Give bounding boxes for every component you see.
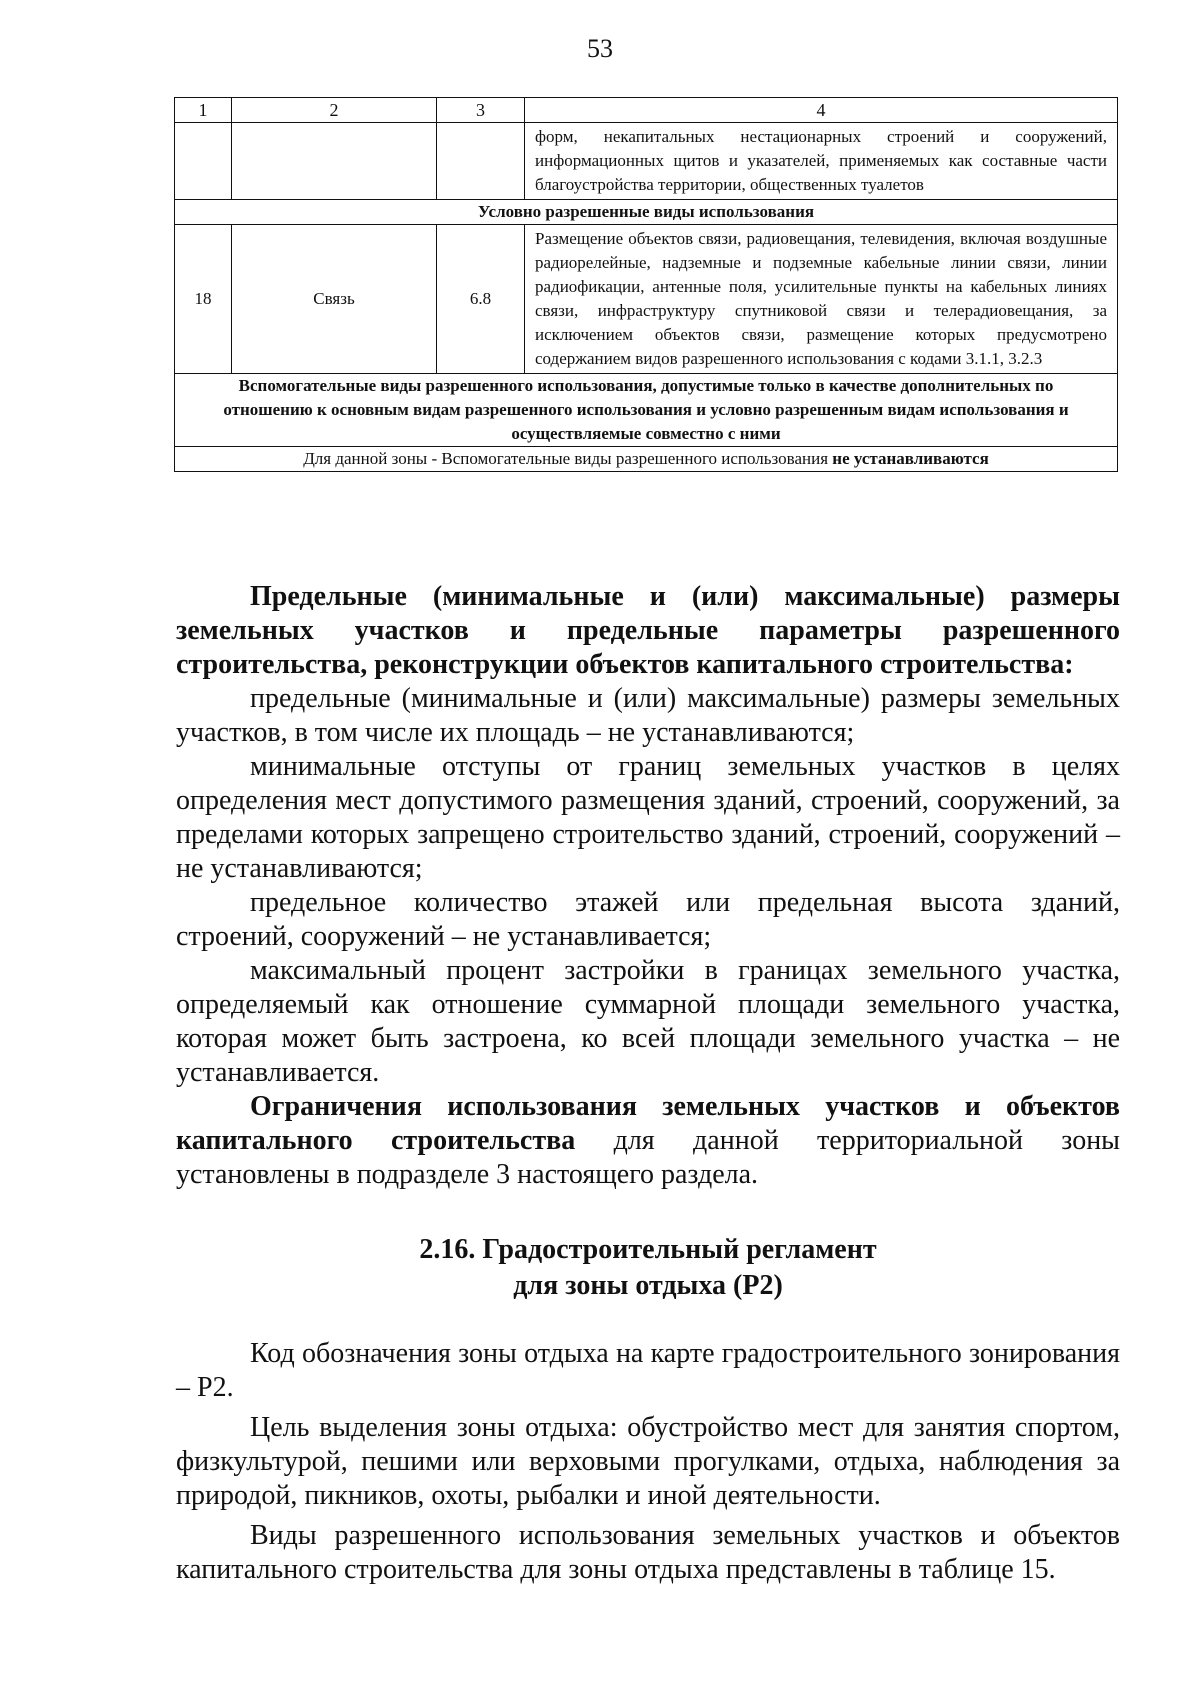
section-heading-line-2: для зоны отдыха (Р2) xyxy=(513,1270,783,1301)
header-col-4: 4 xyxy=(525,98,1118,123)
limits-item-2: минимальные отступы от границ земельных участков в целях определения мест допустимого размещения зданий, строений, сооружений, за пределами которых запрещено строительство зданий, строений, сооружений – не устанавливаются; xyxy=(176,751,1120,884)
auxiliary-note xyxy=(175,447,1118,472)
row-use-description: Размещение объектов связи, радиовещания, телевидения, включая воздушные радиорелейные, надземные и подземные кабельные линии связи, линии радиофикации, антенные поля, усилительные пункты на кабельных линиях связи, инфраструктуру спутниковой связи и телерадиовещания, за исключением объектов связи, размещение которых предусмотрено содержанием видов разрешенного использования с кодами 3.1.1, 3.2.3 xyxy=(525,225,1118,374)
auxiliary-section-row xyxy=(175,374,1118,447)
auxiliary-note-bold: не устанавливаются xyxy=(832,449,989,468)
section-paragraph-3: Виды разрешенного использования земельных участков и объектов капитального строительства для зоны отдыха представлены в таблице 15. xyxy=(176,1520,1120,1585)
table-header-row xyxy=(175,98,1118,123)
restrictions-paragraph xyxy=(176,1090,1120,1192)
restrictions-bold: Ограничения использования земельных участков и объектов капитального строительства xyxy=(176,1091,1120,1156)
land-use-table xyxy=(174,97,1118,472)
continued-description: форм, некапитальных нестационарных строений и сооружений, информационных щитов и указателей, применяемых как составные части благоустройства территории, общественных туалетов xyxy=(525,123,1118,200)
conditional-section-row xyxy=(175,200,1118,225)
row-use-name: Связь xyxy=(232,225,437,374)
auxiliary-note-text: Для данной зоны - Вспомогательные виды разрешенного использования xyxy=(303,449,833,468)
row-use-code: 6.8 xyxy=(437,225,525,374)
section-heading xyxy=(176,1232,1120,1304)
limits-item-3: предельное количество этажей или предельная высота зданий, строений, сооружений – не устанавливается; xyxy=(176,887,1120,952)
section-paragraph-1: Код обозначения зоны отдыха на карте градостроительного зонирования – Р2. xyxy=(176,1338,1120,1403)
limits-item-1: предельные (минимальные и (или) максимальные) размеры земельных участков, в том числе их площадь – не устанавливаются; xyxy=(176,683,1120,748)
header-col-3: 3 xyxy=(437,98,525,123)
limits-item-4: максимальный процент застройки в границах земельного участка, определяемый как отношение суммарной площади земельного участка, которая может быть застроена, ко всей площади земельного участка – не устанавливается. xyxy=(176,955,1120,1088)
auxiliary-note-row xyxy=(175,447,1118,472)
row-number: 18 xyxy=(175,225,232,374)
section-paragraph-2: Цель выделения зоны отдыха: обустройство мест для занятия спортом, физкультурой, пешими или верховыми прогулками, отдыха, наблюдения за природой, пикников, охоты, рыбалки и иной деятельности. xyxy=(176,1412,1120,1511)
table-row xyxy=(175,225,1118,374)
header-col-2: 2 xyxy=(232,98,437,123)
header-col-1: 1 xyxy=(175,98,232,123)
limits-title: Предельные (минимальные и (или) максимальные) размеры земельных участков и предельные параметры разрешенного строительства, реконструкции объектов капитального строительства: xyxy=(176,581,1120,680)
auxiliary-use-header: Вспомогательные виды разрешенного использования, допустимые только в качестве дополнительных по отношению к основным видам разрешенного использования и условно разрешенным видам использования и осуществляемые совместно с ними xyxy=(175,374,1118,447)
table-row-continued xyxy=(175,123,1118,200)
page-number: 53 xyxy=(587,34,613,63)
restrictions-rest: для данной территориальной зоны установлены в подразделе 3 настоящего раздела. xyxy=(176,1125,1120,1190)
conditional-use-header: Условно разрешенные виды использования xyxy=(175,200,1118,225)
limits-block xyxy=(176,580,1120,1192)
section-heading-line-1: 2.16. Градостроительный регламент xyxy=(419,1234,877,1265)
section-body xyxy=(176,1337,1120,1587)
